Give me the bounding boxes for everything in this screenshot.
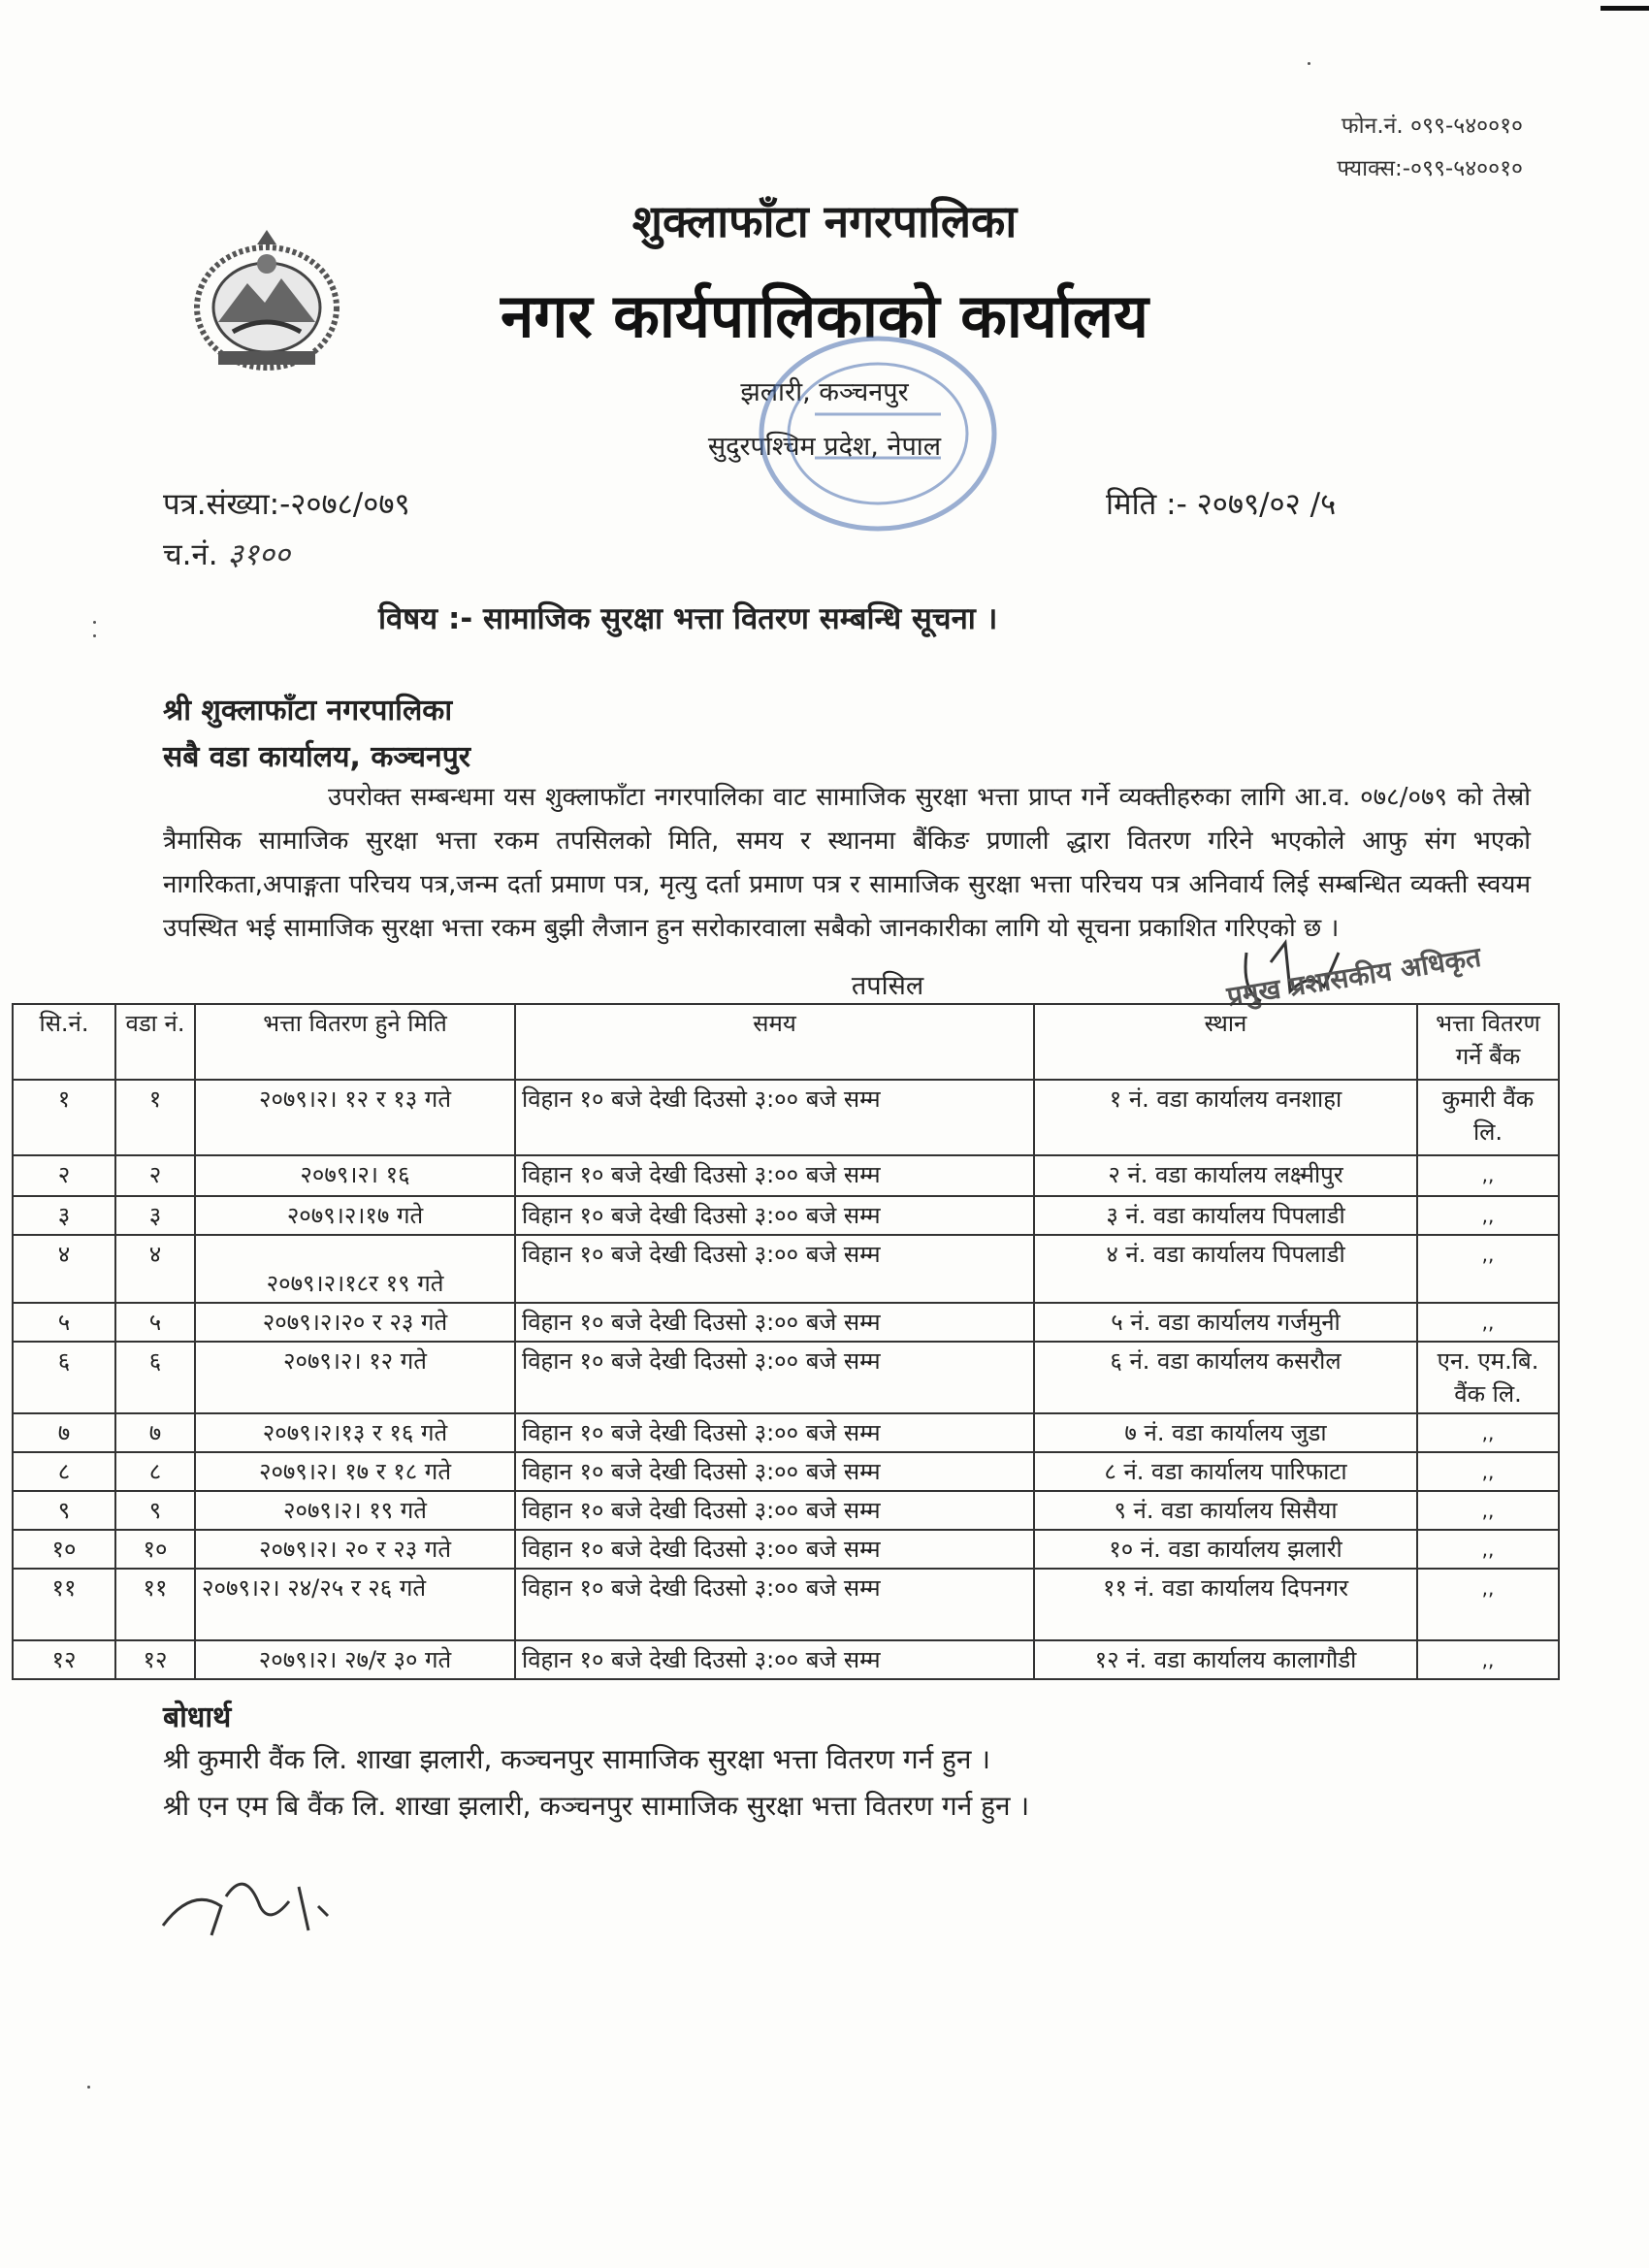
ward-cell: ८ xyxy=(115,1452,195,1491)
serial-cell: ३ xyxy=(13,1196,115,1235)
table-row xyxy=(13,1080,1559,1155)
dispatch-prefix: च.नं. xyxy=(163,537,218,572)
handwritten-signature-icon xyxy=(153,1848,347,1955)
table-caption: तपसिल xyxy=(851,971,924,1001)
serial-cell: ७ xyxy=(13,1413,115,1452)
table-row xyxy=(13,1235,1559,1303)
serial-cell: १२ xyxy=(13,1640,115,1679)
table-row xyxy=(13,1155,1559,1196)
bank-cell: ,, xyxy=(1417,1413,1559,1452)
time-cell: विहान १० बजे देखी दिउसो ३:०० बजे सम्म xyxy=(515,1196,1034,1235)
place-cell: १० नं. वडा कार्यालय झलारी xyxy=(1034,1530,1417,1569)
ward-cell: ६ xyxy=(115,1342,195,1413)
column-header: समय xyxy=(515,1004,1034,1080)
date-cell: २०७९।२। १२ र १३ गते xyxy=(195,1080,515,1155)
recipient-line-2: सबै वडा कार्यालय, कञ्चनपुर xyxy=(163,740,471,774)
bank-cell: एन. एम.बि. वैंक लि. xyxy=(1417,1342,1559,1413)
table-row xyxy=(13,1569,1559,1640)
place-cell: २ नं. वडा कार्यालय लक्ष्मीपुर xyxy=(1034,1155,1417,1196)
contact-block xyxy=(1337,105,1523,190)
bank-cell: ,, xyxy=(1417,1491,1559,1530)
column-header: स्थान xyxy=(1034,1004,1417,1080)
bank-cell: ,, xyxy=(1417,1303,1559,1342)
place-cell: ९ नं. वडा कार्यालय सिसैया xyxy=(1034,1491,1417,1530)
date-cell: २०७९।२। २७/र ३० गते xyxy=(195,1640,515,1679)
date-cell: २०७९।२।२० र २३ गते xyxy=(195,1303,515,1342)
ward-cell: ११ xyxy=(115,1569,195,1640)
table-row xyxy=(13,1491,1559,1530)
place-cell: १२ नं. वडा कार्यालय कालागौडी xyxy=(1034,1640,1417,1679)
bank-cell: ,, xyxy=(1417,1530,1559,1569)
cc-line-1: श्री कुमारी वैंक लि. शाखा झलारी, कञ्चनपुर सामाजिक सुरक्षा भत्ता वितरण गर्न हुन । xyxy=(163,1743,990,1775)
table-row xyxy=(13,1342,1559,1413)
time-cell: विहान १० बजे देखी दिउसो ३:०० बजे सम्म xyxy=(515,1155,1034,1196)
serial-cell: ६ xyxy=(13,1342,115,1413)
ward-cell: ७ xyxy=(115,1413,195,1452)
date-cell: २०७९।२।१७ गते xyxy=(195,1196,515,1235)
scan-speck xyxy=(87,2086,90,2089)
date-cell: २०७९।२। १२ गते xyxy=(195,1342,515,1413)
place-cell: ५ नं. वडा कार्यालय गर्जमुनी xyxy=(1034,1303,1417,1342)
date-cell: २०७९।२। १६ xyxy=(195,1155,515,1196)
phone-number: फोन.नं. ०९९-५४००१० xyxy=(1341,113,1523,139)
bank-cell: ,, xyxy=(1417,1235,1559,1303)
time-cell: विहान १० बजे देखी दिउसो ३:०० बजे सम्म xyxy=(515,1413,1034,1452)
dispatch-number xyxy=(163,534,290,574)
serial-cell: १ xyxy=(13,1080,115,1155)
date-cell: २०७९।२। १९ गते xyxy=(195,1491,515,1530)
place-cell: ११ नं. वडा कार्यालय दिपनगर xyxy=(1034,1569,1417,1640)
serial-cell: १० xyxy=(13,1530,115,1569)
bank-cell: ,, xyxy=(1417,1640,1559,1679)
bank-cell: ,, xyxy=(1417,1569,1559,1640)
municipality-name: शुक्लाफाँटा नगरपालिका xyxy=(631,195,1018,247)
scan-speck xyxy=(93,621,96,624)
bank-cell: ,, xyxy=(1417,1196,1559,1235)
place-cell: ८ नं. वडा कार्यालय पारिफाटा xyxy=(1034,1452,1417,1491)
time-cell: विहान १० बजे देखी दिउसो ३:०० बजे सम्म xyxy=(515,1235,1034,1303)
subject-line: विषय :- सामाजिक सुरक्षा भत्ता वितरण सम्बन्धि सूचना । xyxy=(378,601,998,636)
serial-cell: ५ xyxy=(13,1303,115,1342)
ward-cell: १२ xyxy=(115,1640,195,1679)
place-cell: १ नं. वडा कार्यालय वनशाहा xyxy=(1034,1080,1417,1155)
date-cell: २०७९।२। २४/२५ र २६ गते xyxy=(195,1569,515,1640)
serial-cell: २ xyxy=(13,1155,115,1196)
serial-cell: ८ xyxy=(13,1452,115,1491)
scan-speck xyxy=(1308,62,1310,65)
bank-cell: कुमारी वैंक लि. xyxy=(1417,1080,1559,1155)
serial-cell: ४ xyxy=(13,1235,115,1303)
table-row xyxy=(13,1196,1559,1235)
letter-date: मिति :- २०७९/०२ /५ xyxy=(1106,487,1337,522)
recipient-line-1: श्री शुक्लाफाँटा नगरपालिका xyxy=(163,694,453,728)
ward-cell: ९ xyxy=(115,1491,195,1530)
table-row xyxy=(13,1640,1559,1679)
serial-cell: ११ xyxy=(13,1569,115,1640)
ward-cell: १० xyxy=(115,1530,195,1569)
address-line-2: सुदुरपश्चिम प्रदेश, नेपाल xyxy=(707,432,942,462)
time-cell: विहान १० बजे देखी दिउसो ३:०० बजे सम्म xyxy=(515,1452,1034,1491)
time-cell: विहान १० बजे देखी दिउसो ३:०० बजे सम्म xyxy=(515,1491,1034,1530)
ward-cell: ४ xyxy=(115,1235,195,1303)
office-round-stamp-icon xyxy=(747,322,1009,545)
table-row xyxy=(13,1530,1559,1569)
time-cell: विहान १० बजे देखी दिउसो ३:०० बजे सम्म xyxy=(515,1530,1034,1569)
table-row xyxy=(13,1452,1559,1491)
time-cell: विहान १० बजे देखी दिउसो ३:०० बजे सम्म xyxy=(515,1080,1034,1155)
scan-speck xyxy=(93,634,96,637)
serial-cell: ९ xyxy=(13,1491,115,1530)
time-cell: विहान १० बजे देखी दिउसो ३:०० बजे सम्म xyxy=(515,1569,1034,1640)
column-header: भत्ता वितरण हुने मिति xyxy=(195,1004,515,1080)
ward-cell: २ xyxy=(115,1155,195,1196)
place-cell: ६ नं. वडा कार्यालय कसरौल xyxy=(1034,1342,1417,1413)
date-cell: २०७९।२। २० र २३ गते xyxy=(195,1530,515,1569)
column-header: वडा नं. xyxy=(115,1004,195,1080)
bank-cell: ,, xyxy=(1417,1452,1559,1491)
table-row xyxy=(13,1413,1559,1452)
date-cell: २०७९।२।१८र १९ गते xyxy=(195,1235,515,1303)
cc-heading: बोधार्थ xyxy=(163,1701,232,1734)
place-cell: ७ नं. वडा कार्यालय जुडा xyxy=(1034,1413,1417,1452)
distribution-schedule-table xyxy=(12,1003,1560,1680)
column-header: सि.नं. xyxy=(13,1004,115,1080)
address-line-1: झलारी, कञ्चनपुर xyxy=(740,377,909,407)
scan-edge-mark xyxy=(1600,6,1649,11)
place-cell: ३ नं. वडा कार्यालय पिपलाडी xyxy=(1034,1196,1417,1235)
notice-body: उपरोक्त सम्बन्धमा यस शुक्लाफाँटा नगरपालिका वाट सामाजिक सुरक्षा भत्ता प्राप्त गर्ने व्यक्तीहरुका लागि आ.व. ०७८/०७९ को तेस्रो त्रैमासिक सामाजिक सुरक्षा भत्ता रकम तपसिलको मिति, समय र स्थानमा बैंकिङ प्रणाली द्धारा वितरण गरिने भएकोले आफु संग भएको नागरिकता,अपाङ्गता परिचय पत्र,जन्म दर्ता प्रमाण पत्र, मृत्यु दर्ता प्रमाण पत्र र सामाजिक सुरक्षा भत्ता परिचय पत्र अनिवार्य लिई सम्बन्धित व्यक्ती स्वयम उपस्थित भई सामाजिक सुरक्षा भत्ता रकम बुझी लैजान हुन सरोकारवाला सबैको जानकारीका लागि यो सूचना प्रकाशित गरिएको छ । xyxy=(163,783,1531,943)
dispatch-number-value: ३१०० xyxy=(227,537,290,572)
ward-cell: १ xyxy=(115,1080,195,1155)
table-row xyxy=(13,1303,1559,1342)
cc-line-2: श्री एन एम बि वैंक लि. शाखा झलारी, कञ्चनपुर सामाजिक सुरक्षा भत्ता वितरण गर्न हुन । xyxy=(163,1790,1030,1822)
table-header-row xyxy=(13,1004,1559,1080)
column-header: भत्ता वितरण गर्ने बैंक xyxy=(1417,1004,1559,1080)
place-cell: ४ नं. वडा कार्यालय पिपलाडी xyxy=(1034,1235,1417,1303)
date-cell: २०७९।२। १७ र १८ गते xyxy=(195,1452,515,1491)
time-cell: विहान १० बजे देखी दिउसो ३:०० बजे सम्म xyxy=(515,1640,1034,1679)
date-cell: २०७९।२।१३ र १६ गते xyxy=(195,1413,515,1452)
fax-number: फ्याक्स:-०९९-५४००१० xyxy=(1337,156,1523,181)
ward-cell: ५ xyxy=(115,1303,195,1342)
signatory-title: प्रमुख प्रशासकीय अधिकृत xyxy=(1224,940,1483,1013)
office-name: नगर कार्यपालिकाको कार्यालय xyxy=(501,280,1148,351)
time-cell: विहान १० बजे देखी दिउसो ३:०० बजे सम्म xyxy=(515,1342,1034,1413)
letter-number: पत्र.संख्या:-२०७८/०७९ xyxy=(163,487,410,522)
time-cell: विहान १० बजे देखी दिउसो ३:०० बजे सम्म xyxy=(515,1303,1034,1342)
bank-cell: ,, xyxy=(1417,1155,1559,1196)
ward-cell: ३ xyxy=(115,1196,195,1235)
